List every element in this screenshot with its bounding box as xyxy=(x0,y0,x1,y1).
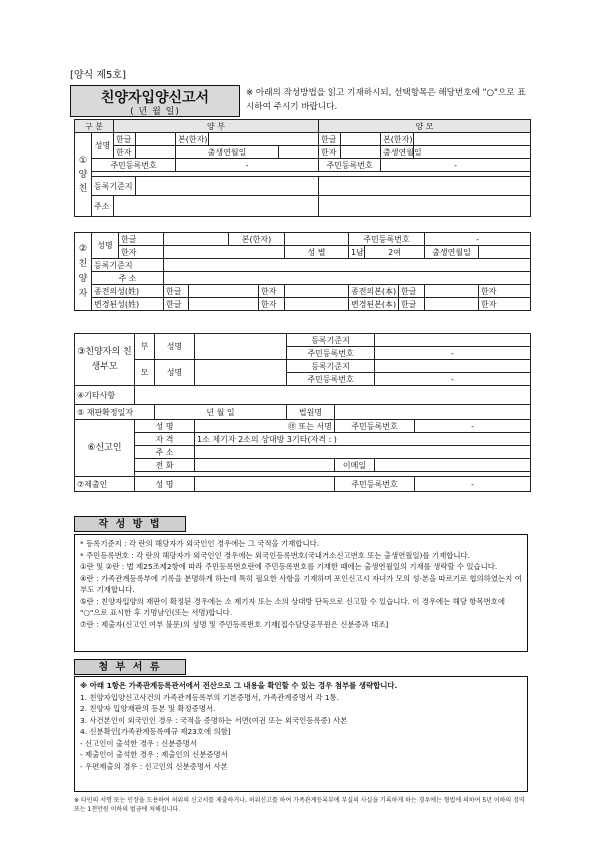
submitter-regno-field[interactable]: - xyxy=(415,477,531,492)
prev-bon-hangul-field[interactable] xyxy=(425,285,479,298)
attach-line: 3. 사건본인이 외국인인 경우 : 국적을 증명하는 서면(여권 또는 외국인등록증) 사본 xyxy=(80,715,348,725)
mother-birth-label: 출생연월일 xyxy=(381,146,414,159)
attach-heading: 첨 부 서 류 xyxy=(74,659,186,675)
header-mother: 양 모 xyxy=(319,120,531,133)
parents-reporter-table xyxy=(74,333,531,492)
reporter-phone-label: 전 화 xyxy=(135,459,195,472)
birth-father-name-label: 성명 xyxy=(155,334,195,360)
method-line: ④란 : 가족관계등록부에 기록을 분명하게 하는데 특히 필요한 사항을 기재하며 포인신고시 자녀가 모의 성·본을 따르기로 협의하였는지 여부도 기재합니다. xyxy=(80,573,522,594)
attach-intro: ※ 아래 1항은 가족관계등록관서에서 전산으로 그 내용을 확인할 수 있는 경우 첨부를 생략합니다. xyxy=(80,681,398,690)
new-surname-hangul-label: 한글 xyxy=(164,298,189,311)
father-regno-field[interactable]: - xyxy=(176,159,319,172)
birth-mother-regplace-field[interactable] xyxy=(375,360,531,373)
father-birth-label: 출생연월일 xyxy=(176,146,279,159)
birth-mother-regplace-label: 등록기준지 xyxy=(287,360,375,373)
form-title-box xyxy=(70,85,240,117)
birth-father-regno-label: 주민등록번호 xyxy=(287,347,375,360)
mother-address-field[interactable] xyxy=(319,196,531,217)
adopter-name-label: 성명 xyxy=(92,133,114,159)
birth-father-regno-field[interactable]: - xyxy=(375,347,531,360)
method-heading: 작 성 방 법 xyxy=(74,516,186,532)
court-name-label: 법원명 xyxy=(287,405,335,420)
birth-father-label: 부 xyxy=(135,334,155,360)
submitter-regno-label: 주민등록번호 xyxy=(335,477,415,492)
father-birth-field[interactable] xyxy=(279,146,319,159)
father-regplace-field[interactable] xyxy=(136,177,319,196)
section-court-label: ⑤ 재판확정일자 xyxy=(75,405,155,420)
adoptee-gender-label: 성 별 xyxy=(285,246,349,259)
mother-hangul-field[interactable] xyxy=(341,133,381,146)
attach-line: - 우편제출의 경우 : 신고인의 신분증명서 사본 xyxy=(80,761,228,771)
attach-box xyxy=(74,676,528,792)
mother-regplace-field[interactable] xyxy=(319,177,531,196)
reporter-email-field[interactable] xyxy=(375,459,531,472)
section-adopters-label: ①양친 xyxy=(75,133,92,217)
section-submitter-label: ⑦제출인 xyxy=(75,477,135,492)
attach-line: - 신고인이 출석한 경우 : 신분증명서 xyxy=(80,738,197,748)
adoptee-bon-field[interactable] xyxy=(285,233,349,246)
reporter-regno-label: 주민등록번호 xyxy=(335,420,415,433)
mother-bon-label: 본(한자) xyxy=(381,133,414,146)
birth-mother-regno-field[interactable]: - xyxy=(375,373,531,386)
new-bon-hangul-label: 한글 xyxy=(399,298,425,311)
new-bon-label: 변경된본(本) xyxy=(349,298,399,311)
prev-surname-hanja-label: 한자 xyxy=(259,285,285,298)
reporter-email-label: 이메일 xyxy=(335,459,375,472)
birth-father-regplace-label: 등록기준지 xyxy=(287,334,375,347)
adoptee-regplace-label: 등록기준지 xyxy=(92,259,164,272)
birth-mother-name-label: 성명 xyxy=(155,360,195,386)
father-hangul-label: 한글 xyxy=(114,133,136,146)
prev-surname-hanja-field[interactable] xyxy=(285,285,349,298)
prev-bon-hanja-label: 한자 xyxy=(479,285,531,298)
birth-mother-name-field[interactable] xyxy=(195,360,287,386)
court-name-field[interactable] xyxy=(335,405,531,420)
adoptee-address-label: 주 소 xyxy=(92,272,164,285)
father-hanja-field[interactable] xyxy=(136,146,176,159)
header-father: 양 부 xyxy=(114,120,319,133)
gender-male-option[interactable]: 1남 xyxy=(349,246,365,259)
adoptee-birth-label: 출생연월일 xyxy=(425,246,479,259)
method-line: ①란 및 ②란 : 법 제25조제2항에 따라 주민등록번호란에 주민등록번호를 기재한 때에는 출생연월일의 기재를 생략할 수 있습니다. xyxy=(80,562,498,571)
adoptee-hangul-field[interactable] xyxy=(164,233,229,246)
submitter-name-label: 성 명 xyxy=(135,477,195,492)
father-bon-label: 본(한자) xyxy=(176,133,209,146)
new-surname-label: 변경된성(姓) xyxy=(92,298,164,311)
adoptee-birth-field[interactable] xyxy=(479,246,531,259)
section-other-label: ④기타사항 xyxy=(75,386,135,405)
instruction-notice: ※ 아래의 작성방법을 읽고 기재하시되, 선택항목은 해당번호에 "○"으로 표시하여 주시기 바랍니다. xyxy=(246,88,526,112)
section-adoptee-label: ②친양자 xyxy=(75,233,92,311)
birth-mother-label: 모 xyxy=(135,360,155,386)
adoptee-regno-label: 주민등록번호 xyxy=(349,233,425,246)
father-regno-label: 주민등록번호 xyxy=(92,159,176,172)
adoptee-bon-label: 본(한자) xyxy=(229,233,285,246)
adopter-regplace-label: 등록기준지 xyxy=(92,177,136,196)
prev-bon-hangul-label: 한글 xyxy=(399,285,425,298)
prev-surname-hangul-field[interactable] xyxy=(189,285,259,298)
reporter-address-label: 주 소 xyxy=(135,446,195,459)
new-surname-hanja-label: 한자 xyxy=(259,298,285,311)
gender-female-option[interactable]: 2여 xyxy=(365,246,425,259)
new-bon-hangul-field[interactable] xyxy=(425,298,479,311)
new-surname-hangul-field[interactable] xyxy=(189,298,259,311)
father-hanja-label: 한자 xyxy=(114,146,136,159)
reporter-qualification-options[interactable]: 1소 제기자 2소의 상대방 3기타(자격 : ) xyxy=(195,433,531,446)
new-surname-hanja-field[interactable] xyxy=(285,298,349,311)
adoptee-table xyxy=(74,232,531,311)
adopter-address-label: 주소 xyxy=(92,196,114,217)
birth-father-regplace-field[interactable] xyxy=(375,334,531,347)
adoptee-hanja-field[interactable] xyxy=(164,246,285,259)
reporter-regno-field[interactable]: - xyxy=(415,420,531,433)
father-hangul-field[interactable] xyxy=(136,133,176,146)
other-field[interactable] xyxy=(135,386,531,405)
section-birth-parents-label: ③친양자의 친생부모 xyxy=(75,334,135,386)
adoptee-hangul-label: 한글 xyxy=(119,233,164,246)
attach-line: 2. 친양자 입양재판의 등본 및 확정증명서. xyxy=(80,704,216,713)
reporter-address-field[interactable] xyxy=(195,446,531,459)
mother-regno-field[interactable]: - xyxy=(381,159,531,172)
mother-hanja-label: 한자 xyxy=(319,146,341,159)
adoptee-address-field[interactable] xyxy=(164,272,531,285)
court-date-field[interactable]: 년 월 일 xyxy=(155,405,287,420)
mother-hangul-label: 한글 xyxy=(319,133,341,146)
attach-line: 4. 신분확인[가족관계등록예규 제23호에 의함] xyxy=(80,727,231,736)
form-title: 친양자입양신고서 xyxy=(100,90,210,106)
prev-bon-label: 종전의본(本) xyxy=(349,285,399,298)
form-date-line: ( 년 월 일) xyxy=(130,107,180,117)
father-address-field[interactable] xyxy=(114,196,319,217)
section-reporter-label: ⑥신고인 xyxy=(75,420,135,477)
method-line: ⑦란 : 제출자(신고인 여부 불문)의 성명 및 주민등록번호 기재[접수담당공무원은 신분증과 대조] xyxy=(80,619,389,629)
reporter-sign-field[interactable]: ㊞ 또는 서명 xyxy=(195,420,335,433)
mother-hanja-field[interactable] xyxy=(341,146,381,159)
new-bon-hanja-label: 한자 xyxy=(479,298,531,311)
mother-birth-field[interactable] xyxy=(414,146,531,159)
adoptive-parents-table xyxy=(74,119,531,217)
footnote: ※ 타인의 서명 또는 인장을 도용하여 허위의 신고서를 제출하거나, 허위신고를 하여 가족관계등록부에 부실의 사실을 기록하게 하는 경우에는 형법에 의하여 5년 이하의 징역 또는 1천만원 이하의 벌금에 처해집니다. xyxy=(74,797,525,813)
method-line: * 등록기준지 : 각 란의 해당자가 외국인인 경우에는 그 국적을 기재합니다. xyxy=(80,539,320,548)
reporter-phone-field[interactable] xyxy=(195,459,335,472)
birth-father-name-field[interactable] xyxy=(195,334,287,360)
mother-bon-field[interactable] xyxy=(414,133,531,146)
method-line: * 주민등록번호 : 각 란의 해당자가 외국인인 경우에는 외국인등록번호(국내거소신고번호 또는 출생연월일)를 기재합니다. xyxy=(80,550,470,560)
reporter-name-label: 성 명 xyxy=(135,420,195,433)
adoptee-name-label: 성명 xyxy=(92,233,119,259)
mother-regno-label: 주민등록번호 xyxy=(319,159,381,172)
attach-line: - 제출인이 출석한 경우 : 제출인의 신분증명서 xyxy=(80,750,228,759)
birth-mother-regno-label: 주민등록번호 xyxy=(287,373,375,386)
adoptee-regplace-field[interactable] xyxy=(164,259,531,272)
prev-surname-label: 종전의성(姓) xyxy=(92,285,164,298)
father-bon-field[interactable] xyxy=(209,133,319,146)
adoptee-regno-field[interactable]: - xyxy=(425,233,531,246)
method-box xyxy=(74,534,528,652)
reporter-qualification-label: 자 격 xyxy=(135,433,195,446)
attach-line: 1. 친양자입양신고사건의 가족관계등록부의 기본증명서, 가족관계증명서 각 1통. xyxy=(80,692,340,702)
adoptee-hanja-label: 한자 xyxy=(119,246,164,259)
header-division: 구 분 xyxy=(75,120,114,133)
submitter-name-field[interactable] xyxy=(195,477,335,492)
prev-surname-hangul-label: 한글 xyxy=(164,285,189,298)
form-number-label: [양식 제5호] xyxy=(70,70,126,81)
method-line: ⑤란 : 친양자입양의 재판이 확정된 경우에는 소 제기자 또는 소의 상대방 단독으로 신고할 수 있습니다. 이 경우에는 해당 항목번호에 "○"으로 표시한 후 기명날인(또는 서명)합니다. xyxy=(80,596,506,617)
